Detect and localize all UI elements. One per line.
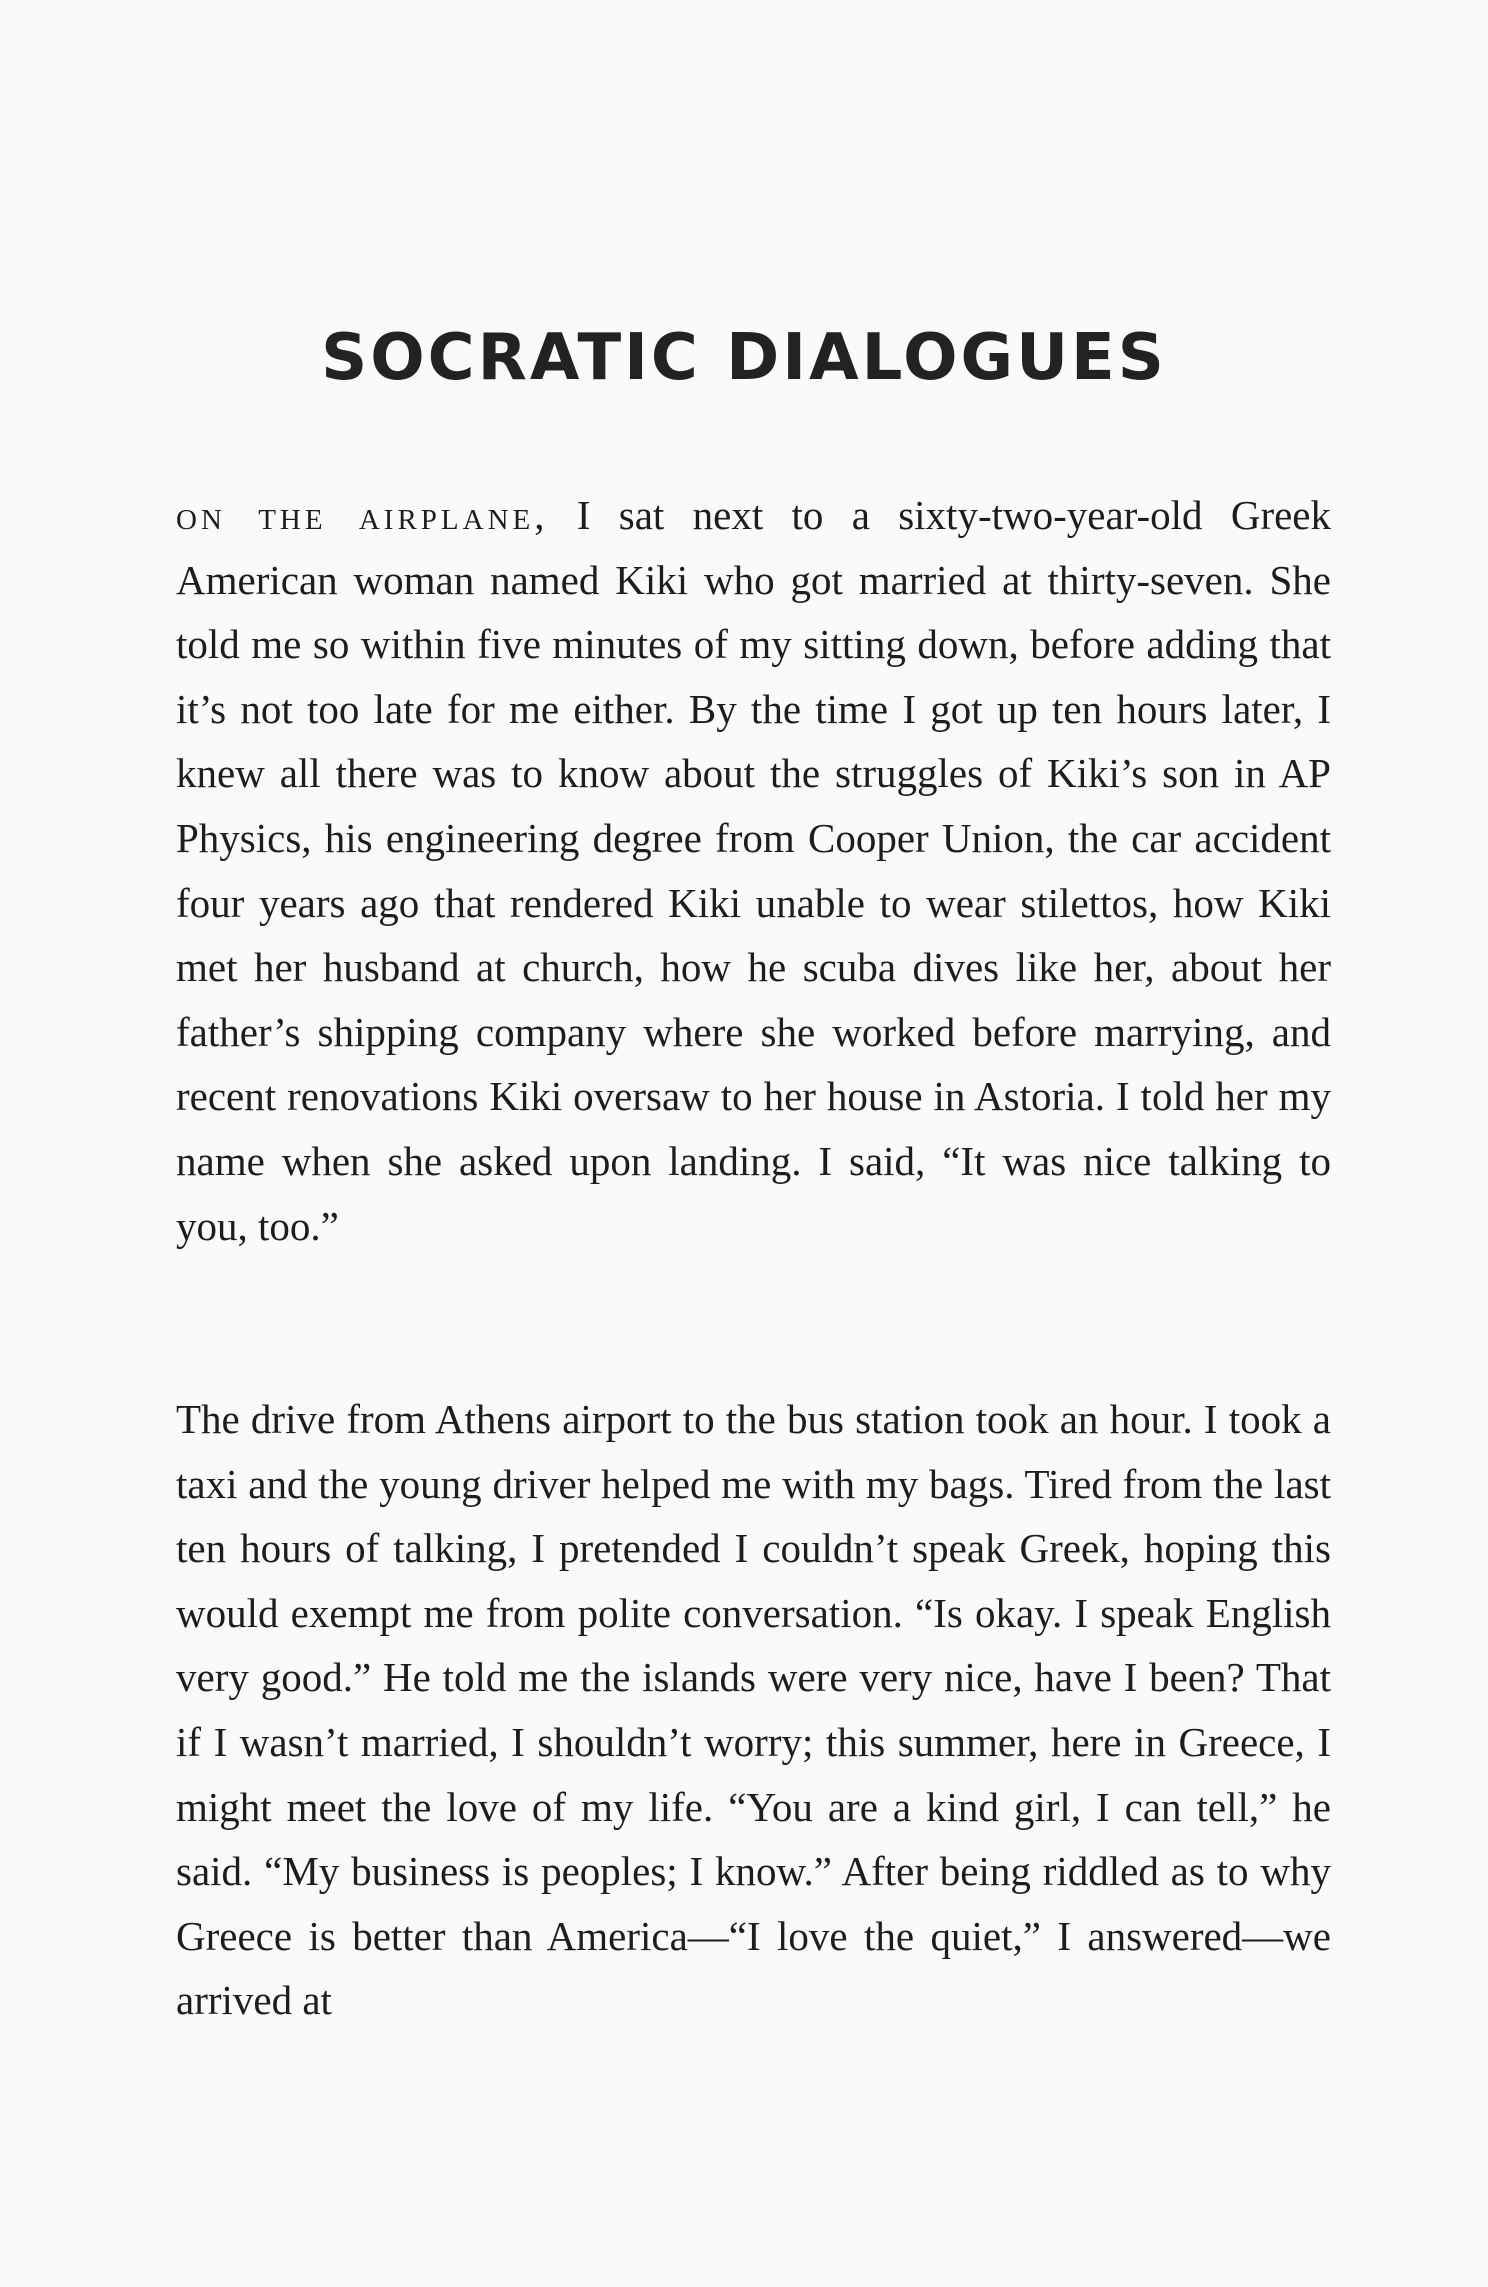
paragraph-2 xyxy=(176,1387,1331,2033)
paragraph-1-text: I sat next to a sixty-two-year-old Greek American woman named Kiki who got married at thirty-seven. She told me so within five minutes of my sitting down, before adding that it’s not too late for me either. By the time I got up ten hours later, I knew all there was to know about the struggles of Kiki’s son in AP Physics, his engineering degree from Cooper Union, the car accident four years ago that rendered Kiki unable to wear stilettos, how Kiki met her husband at church, how he scuba dives like her, about her father’s shipping company where she worked before marrying, and recent renovations Kiki oversaw to her house in Astoria. I told her my name when she asked upon landing. I said, “It was nice talking to you, too.” xyxy=(176,492,1331,1249)
chapter-title: SOCRATIC DIALOGUES xyxy=(321,321,1167,395)
paragraph-2-text: The drive from Athens airport to the bus station took an hour. I took a taxi and the young driver helped me with my bags. Tired from the last ten hours of talking, I pretended I couldn’t speak Greek, hoping this would exempt me from polite conversation. “Is okay. I speak English very good.” He told me the islands were very nice, have I been? That if I wasn’t married, I shouldn’t worry; this summer, here in Greece, I might meet the love of my life. “You are a kind girl, I can tell,” he said. “My business is peoples; I know.” After being riddled as to why Greece is better than America—“I love the quiet,” I answered—we arrived at xyxy=(176,1396,1331,2024)
paragraph-1 xyxy=(176,483,1331,1258)
paragraph-lead-in: on the airplane, xyxy=(176,492,549,538)
